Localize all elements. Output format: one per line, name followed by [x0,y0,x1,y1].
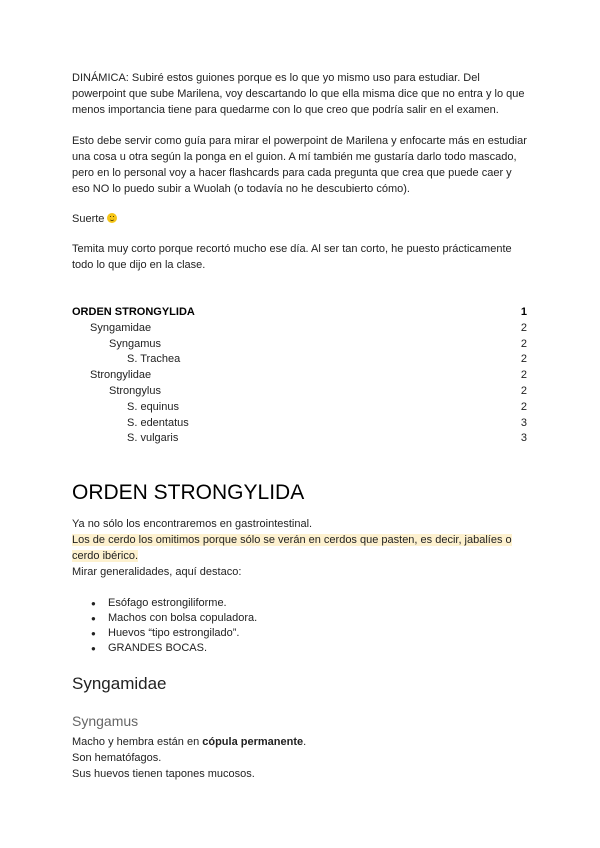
toc-entry-strongylus[interactable] [72,384,528,400]
bullet-list [72,596,528,656]
toc-entry-label: S. equinus [127,400,179,413]
section-line-generalidades: Mirar generalidades, aquí destaco: [72,566,242,579]
toc-entry-label: Syngamidae [90,321,152,334]
toc-entry-page: 3 [520,416,527,429]
toc-entry-label: ORDEN STRONGYLIDA [72,306,195,318]
toc-entry-s-vulgaris[interactable] [72,431,528,447]
toc-entry-label: Strongylus [109,384,161,397]
toc-entry-label: S. edentatus [127,416,189,429]
intro-paragraph-dinamica: DINÁMICA: Subiré estos guiones porque es lo que yo mismo uso para estudiar. Del powerpoint que sube Marilena, voy descartando lo que ella misma dice que no entra y lo que menos importancia tiene para quedarme con lo que creo que podría salir en el examen. [72,72,525,116]
toc-entry-page: 2 [520,353,527,366]
toc-entry-page: 2 [520,384,527,397]
toc-entry-s-equinus[interactable] [72,400,528,416]
list-item: ● Huevos “tipo estrongilado”. [108,626,528,641]
section-heading-orden-strongylida: ORDEN STRONGYLIDA [72,481,305,505]
intro-paragraph-short-topic: Temita muy corto porque recortó mucho ese día. Al ser tan corto, he puesto prácticamente todo lo que dijo en la clase. [72,243,512,271]
list-item: ● Esófago estrongiliforme. [108,596,528,611]
toc-entry-page: 2 [520,321,527,334]
table-of-contents [72,305,528,447]
toc-entry-syngamus[interactable] [72,337,528,353]
highlighted-text: Los de cerdo los omitimos porque sólo se verán en cerdos que pasten, es decir, jabalíes o cerdo ibérico. [72,534,512,563]
toc-entry-syngamidae[interactable] [72,321,528,337]
heading-syngamidae: Syngamidae [72,674,167,694]
toc-entry-label: Syngamus [109,337,161,350]
syngamus-line-hematofagos: Son hematófagos. [72,752,162,765]
toc-entry-page: 3 [520,432,527,445]
toc-entry-page: 1 [520,306,527,318]
copula-text-pre: Macho y hembra están en [72,736,203,749]
document-page [72,70,528,782]
slightly-smiling-face-icon [107,213,117,223]
section-highlighted-note [72,532,528,564]
section-line-gastrointestinal: Ya no sólo los encontraremos en gastrointestinal. [72,518,313,531]
intro-paragraph-luck [72,211,528,227]
list-item: ● Machos con bolsa copuladora. [108,611,528,626]
syngamus-line-huevos: Sus huevos tienen tapones mucosos. [72,768,255,781]
toc-entry-page: 2 [520,369,527,382]
toc-entry-label: S. vulgaris [127,432,179,445]
toc-entry-label: Strongylidae [90,369,152,382]
copula-text-post: . [303,736,307,749]
heading-syngamus: Syngamus [72,713,139,730]
luck-text: Suerte [72,213,105,225]
toc-entry-orden-strongylida[interactable] [72,305,528,321]
list-item: ● GRANDES BOCAS. [108,641,528,656]
toc-entry-s-trachea[interactable] [72,352,528,368]
intro-paragraph-guide: Esto debe servir como guía para mirar el powerpoint de Marilena y enfocarte más en estudiar una cosa u otra según la ponga en el guion. A mí también me gustaría darlo todo mascado, pero en lo personal voy a hacer flashcards para cada pregunta que crea que puede caer y eso NO lo puedo subir a Wuolah (o todavía no he descubierto cómo). [72,135,527,195]
toc-entry-label: S. Trachea [127,353,181,366]
toc-entry-s-edentatus[interactable] [72,416,528,432]
toc-entry-page: 2 [520,400,527,413]
syngamus-line-copula [72,734,528,750]
copula-text-bold: cópula permanente [202,736,304,749]
toc-entry-page: 2 [520,337,527,350]
toc-entry-strongylidae[interactable] [72,368,528,384]
